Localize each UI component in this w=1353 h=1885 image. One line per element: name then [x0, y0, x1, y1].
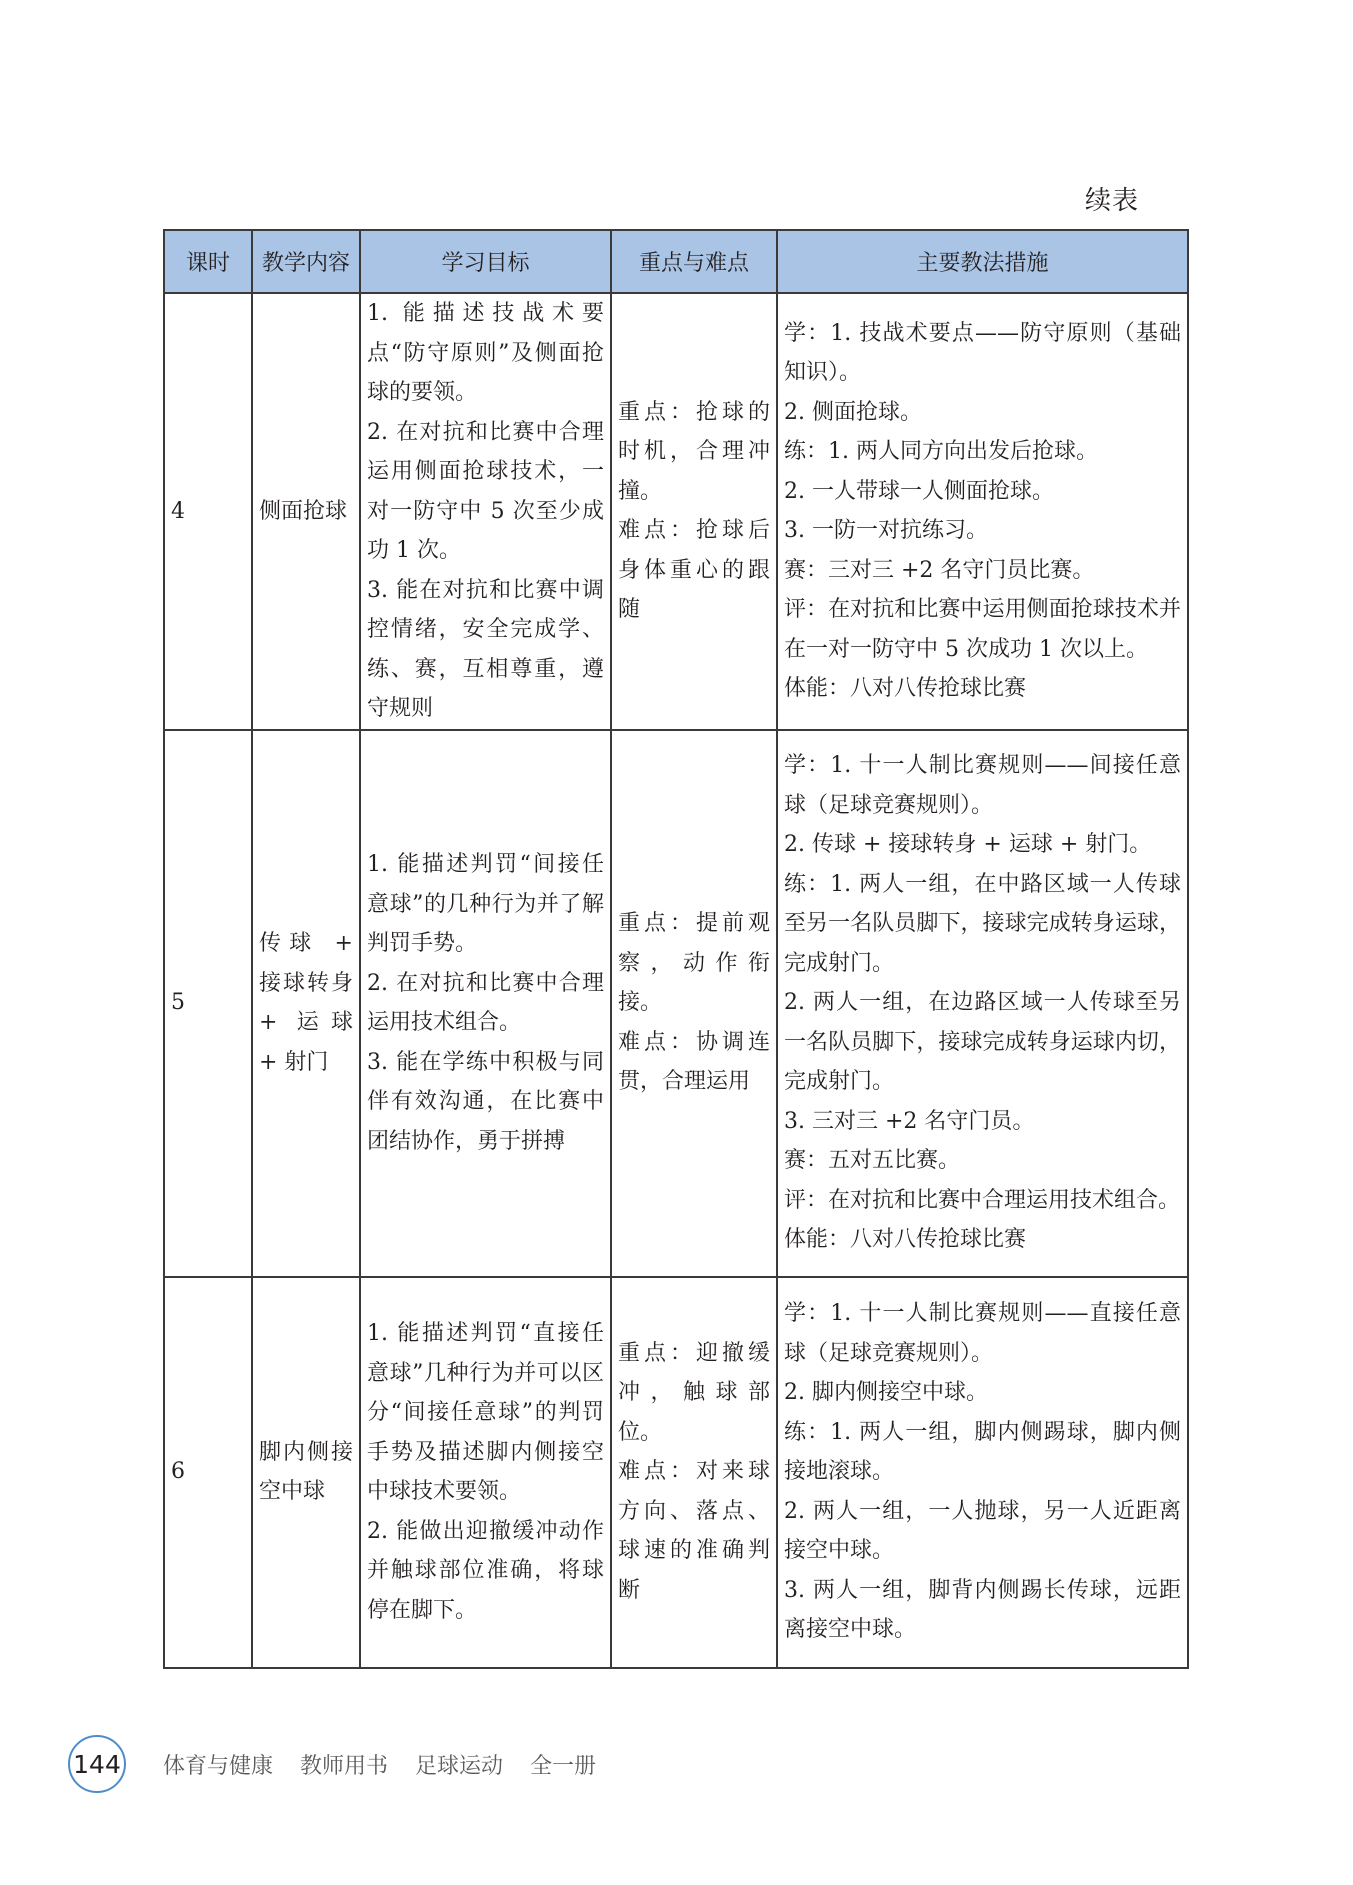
objectives-cell	[360, 730, 611, 1277]
objective-item: 3. 能在学练中积极与同伴有效沟通，在比赛中团结协作，勇于拼搏	[367, 1049, 604, 1154]
method-item: 学：1. 技战术要点——防守原则（基础知识）。	[784, 320, 1181, 386]
objective-item: 3. 能在对抗和比赛中调控情绪，安全完成学、练、赛，互相尊重，遵守规则	[367, 577, 604, 721]
table-row	[164, 730, 1188, 1277]
content-line: 脚内侧接空中球	[259, 1439, 353, 1504]
book-subject: 足球运动	[415, 1754, 504, 1779]
method-item: 2. 侧面抢球。	[784, 399, 922, 425]
method-item: 学：1. 十一人制比赛规则——直接任意球（足球竞赛规则）。	[784, 1301, 1181, 1366]
objectives-cell	[360, 293, 611, 730]
table-row	[164, 1277, 1188, 1668]
method-item: 3. 一防一对抗练习。	[784, 518, 988, 544]
content-cell	[252, 730, 360, 1277]
header-methods: 主要教法措施	[777, 230, 1188, 293]
method-item: 2. 一人带球一人侧面抢球。	[784, 478, 1054, 504]
methods-cell	[777, 1277, 1188, 1668]
header-key-points: 重点与难点	[611, 230, 777, 293]
lesson-plan-table	[163, 229, 1189, 1669]
methods-cell	[777, 293, 1188, 730]
hour-cell: 5	[164, 730, 252, 1277]
method-item: 学：1. 十一人制比赛规则——间接任意球（足球竞赛规则）。	[784, 753, 1181, 818]
content-cell	[252, 1277, 360, 1668]
header-hour: 课时	[164, 230, 252, 293]
key-point-item: 难点：对来球方向、落点、球速的准确判断	[618, 1459, 770, 1603]
content-cell	[252, 293, 360, 730]
objective-item: 2. 能做出迎撤缓冲动作并触球部位准确，将球停在脚下。	[367, 1518, 604, 1623]
key-point-item: 重点：迎撤缓冲，触球部位。	[618, 1340, 770, 1445]
page-footer	[68, 1735, 1268, 1795]
key-point-item: 难点：协调连贯，合理运用	[618, 1029, 770, 1095]
key-point-item: 重点：抢球的时机，合理冲撞。	[618, 399, 770, 504]
header-objectives: 学习目标	[360, 230, 611, 293]
continued-label: 续表	[1085, 186, 1140, 216]
header-content: 教学内容	[252, 230, 360, 293]
method-item: 体能：八对八传抢球比赛	[784, 1227, 1027, 1253]
method-item: 评：在对抗和比赛中运用侧面抢球技术并在一对一防守中 5 次成功 1 次以上。	[784, 597, 1181, 662]
hour-cell: 6	[164, 1277, 252, 1668]
method-item: 体能：八对八传抢球比赛	[784, 676, 1027, 702]
method-item: 2. 两人一组，一人抛球，另一人近距离接空中球。	[784, 1498, 1181, 1564]
method-item: 赛：五对五比赛。	[784, 1148, 961, 1174]
method-item: 赛：三对三 +2 名守门员比赛。	[784, 557, 1095, 583]
objective-item: 2. 在对抗和比赛中合理运用技术组合。	[367, 970, 604, 1035]
method-item: 2. 脚内侧接空中球。	[784, 1380, 988, 1406]
method-item: 练：1. 两人一组，在中路区域一人传球至另一名队员脚下，接球完成转身运球，完成射门。	[784, 871, 1181, 976]
key-points-cell	[611, 1277, 777, 1668]
objectives-cell	[360, 1277, 611, 1668]
objective-item: 1. 能描述判罚“直接任意球”几种行为并可以区分“间接任意球”的判罚手势及描述脚内侧接空中球技术要领。	[367, 1321, 604, 1504]
method-item: 练：1. 两人同方向出发后抢球。	[784, 439, 1098, 465]
method-item: 3. 三对三 +2 名守门员。	[784, 1108, 1035, 1134]
content-line: 传球 + 接球转身 + 运球 + 射门	[259, 931, 353, 1075]
key-points-cell	[611, 293, 777, 730]
method-item: 2. 传球 + 接球转身 + 运球 + 射门。	[784, 832, 1152, 858]
book-type: 教师用书	[300, 1754, 389, 1779]
method-item: 3. 两人一组，脚背内侧踢长传球，远距离接空中球。	[784, 1577, 1181, 1643]
book-volume: 全一册	[530, 1754, 597, 1779]
page-number: 144	[68, 1735, 126, 1793]
key-point-item: 难点：抢球后身体重心的跟随	[618, 518, 770, 623]
objective-item: 1. 能描述技战术要点“防守原则”及侧面抢球的要领。	[367, 301, 604, 405]
method-item: 练：1. 两人一组，脚内侧踢球，脚内侧接地滚球。	[784, 1419, 1181, 1485]
table-header-row	[164, 230, 1188, 293]
hour-cell: 4	[164, 293, 252, 730]
book-title: 体育与健康	[163, 1754, 274, 1779]
methods-cell	[777, 730, 1188, 1277]
objective-item: 1. 能描述判罚“间接任意球”的几种行为并了解判罚手势。	[367, 852, 604, 956]
method-item: 2. 两人一组，在边路区域一人传球至另一名队员脚下，接球完成转身运球内切，完成射门。	[784, 990, 1181, 1095]
objective-item: 2. 在对抗和比赛中合理运用侧面抢球技术，一对一防守中 5 次至少成功 1 次。	[367, 419, 604, 563]
method-item: 评：在对抗和比赛中合理运用技术组合。	[784, 1187, 1181, 1213]
key-points-cell	[611, 730, 777, 1277]
content-line: 侧面抢球	[259, 498, 348, 524]
key-point-item: 重点：提前观察，动作衔接。	[618, 911, 770, 1016]
book-info	[163, 1749, 616, 1780]
table-row	[164, 293, 1188, 730]
